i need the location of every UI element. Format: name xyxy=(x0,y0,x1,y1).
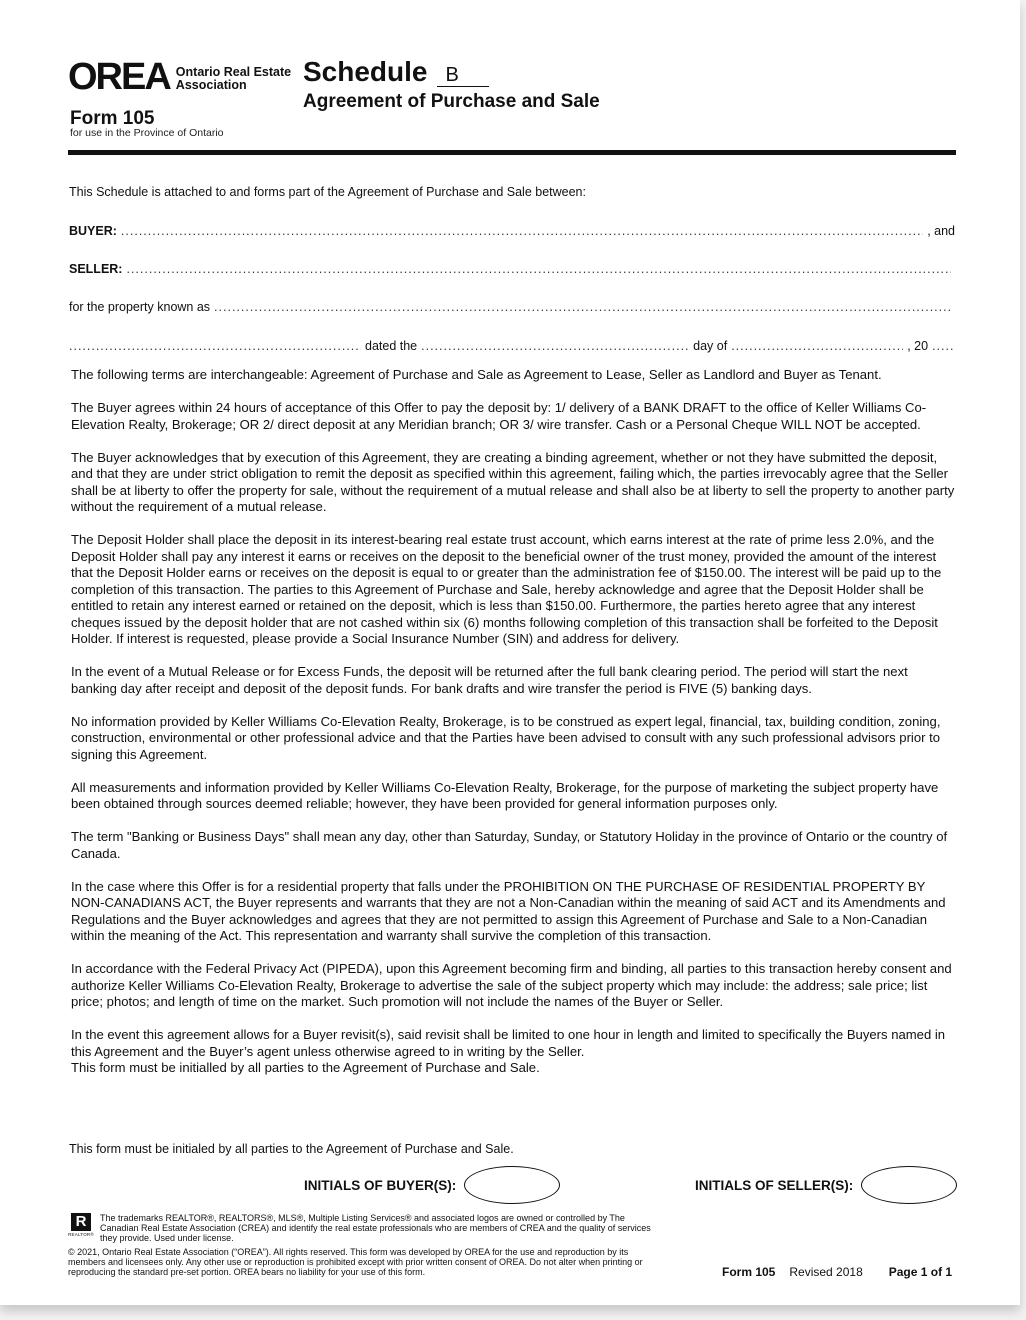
term-paragraph: The Buyer acknowledges that by execution of this Agreement, they are creating a binding agreement, whether or not they have submitted the deposit, and that they are under strict obligation to remit the deposit as specified within this agreement, failing which, the parties irrevocably agree that the Seller shall be at liberty to offer the property for sale, without the requirement of a mutual release and shall also be at liberty to sell the property to another party without the requirement of a mutual release. xyxy=(71,449,955,514)
form-number: Form 105 xyxy=(70,108,155,129)
term-paragraph: In the case where this Offer is for a residential property that falls under the PROHIBITION ON THE PURCHASE OF RESIDENTIAL PROPERTY BY NON-CANADIANS ACT, the Buyer represents and warrants that they are not a Non-Canadian within the meaning of said ACT and its Amendments and Regulations and the Buyer acknowledges and agrees that they are not permitted to assign this Agreement of Purchase and Sale to a Non-Canadian within the meaning of the Act. This representation and warranty shall survive the completion of this transaction. xyxy=(71,878,946,943)
term-paragraph: In the event of a Mutual Release or for Excess Funds, the deposit will be returned after the full bank clearing period. The period will start the next banking day after receipt and deposit of the deposit funds. For bank drafts and wire transfer the period is FIVE (5) banking days. xyxy=(71,664,908,696)
trademark-notice: The trademarks REALTOR®, REALTORS®, MLS®, Multiple Listing Services® and associated logos are owned or controlled by The Canadian Real Estate Association (CREA) and identify the real estate professionals who are members of CREA and the quality of services they provide. Used under license. xyxy=(100,1213,651,1243)
footer-revised: Revised 2018 xyxy=(789,1265,863,1279)
realtor-r-icon: R xyxy=(71,1213,91,1231)
property-label: for the property known as xyxy=(69,300,211,314)
term-paragraph: All measurements and information provided by Keller Williams Co-Elevation Realty, Brokerage, for the purpose of marketing the subject property have been obtained through sources deemed reliable; however, they have been provided for general information purposes only. xyxy=(71,779,939,811)
property-field-continued[interactable] xyxy=(69,339,361,353)
buyer-suffix: , and xyxy=(927,224,955,238)
date-row xyxy=(69,339,955,353)
buyer-row xyxy=(69,224,955,238)
orea-association-name: Ontario Real Estate Association xyxy=(175,65,292,92)
term-paragraph: In accordance with the Federal Privacy Act (PIPEDA), upon this Agreement becoming firm and binding, all parties to this transaction hereby consent and authorize Keller Williams Co-Elevation Realty, Brokerage to advertise the sale of the subject property which may include: the address; sale price; list price; photos; and length of time on the market. Such promotion will not include the names of the Buyer or Seller. xyxy=(71,961,952,1009)
term-paragraph: The following terms are interchangeable: Agreement of Purchase and Sale as Agreement to Lease, Seller as Landlord and Buyer as Tenant. xyxy=(71,367,882,382)
seller-initials xyxy=(695,1166,957,1204)
buyer-initials-field[interactable] xyxy=(464,1166,560,1204)
term-paragraph: The Deposit Holder shall place the deposit in its interest-bearing real estate trust account, which earns interest at the rate of prime less 2.0%, and the Deposit Holder shall pay any interest it earns or receives on the deposit to the beneficial owner of the trust money, provided the amount of the interest that the Deposit Holder earns or receives on the deposit is equal to or greater than the administration fee of $150.00. The interest will be paid up to the completion of this transaction. The parties to this Agreement of Purchase and Sale, hereby acknowledge and agree that the Deposit Holder shall be entitled to retain any interest earned or retained on the deposit, which is less than $150.00. Furthermore, the parties hereto agree that any interest cheques issued by the deposit holder that are not cashed within six (6) months following completion of this transaction shall be forfeited to the Deposit Holder. If interest is requested, please provide a Social Insurance Number (SIN) and address for delivery. xyxy=(71,532,942,646)
term-paragraph: In the event this agreement allows for a Buyer revisit(s), said revisit shall be limited to one hour in length and limited to specifically the Buyers named in this Agreement and the Buyer’s agent unless otherwise agreed to in writing by the Seller. This form must be initialled by all parties to the Agreement of Purchase and Sale. xyxy=(71,1027,946,1075)
form-subtitle: Agreement of Purchase and Sale xyxy=(303,91,600,112)
seller-label: SELLER: xyxy=(69,262,123,276)
province-note: for use in the Province of Ontario xyxy=(70,127,224,139)
form-footer xyxy=(722,1265,952,1279)
initial-note: This form must be initialed by all parties to the Agreement of Purchase and Sale. xyxy=(69,1142,514,1156)
property-field[interactable] xyxy=(214,300,951,314)
year-prefix: , 20 xyxy=(907,339,929,353)
buyer-field[interactable] xyxy=(121,224,923,238)
buyer-label: BUYER: xyxy=(69,224,117,238)
term-paragraph: The Buyer agrees within 24 hours of acceptance of this Offer to pay the deposit by: 1/ delivery of a BANK DRAFT to the office of Keller Williams Co-Elevation Realty, Brokerage; OR 2/ direct deposit at any Meridian branch; OR 3/ wire transfer. Cash or a Personal Cheque WILL NOT be accepted. xyxy=(71,400,927,432)
schedule-letter-field[interactable]: B xyxy=(437,64,489,87)
seller-row xyxy=(69,262,955,276)
dated-the-label: dated the xyxy=(365,339,418,353)
realtor-logo xyxy=(68,1213,94,1239)
term-paragraph: No information provided by Keller Williams Co-Elevation Realty, Brokerage, is to be construed as expert legal, financial, tax, building condition, zoning, construction, environmental or other professional advice and that the Parties have been advised to consult with any such professional advisors prior to signing this Agreement. xyxy=(71,713,941,762)
copyright-notice: © 2021, Ontario Real Estate Association (“OREA”). All rights reserved. This form was developed by OREA for the use and reproduction by its members and licensees only. Any other use or reproduction is prohibited except with prior written consent of OREA. Do not alter when printing or reproducing the standard pre-set portion. OREA bears no liability for your use of this form. xyxy=(68,1247,643,1277)
day-of-label: day of xyxy=(693,339,728,353)
buyer-initials xyxy=(304,1166,560,1204)
schedule-intro: This Schedule is attached to and forms part of the Agreement of Purchase and Sale between: xyxy=(69,185,586,199)
schedule-label: Schedule xyxy=(303,56,428,87)
schedule-terms xyxy=(71,367,955,1093)
seller-initials-field[interactable] xyxy=(861,1166,957,1204)
orea-logo xyxy=(68,56,292,98)
buyer-initials-label: INITIALS OF BUYER(S): xyxy=(304,1177,457,1193)
schedule-title xyxy=(303,56,489,88)
term-paragraph: The term "Banking or Business Days" shall mean any day, other than Saturday, Sunday, or Statutory Holiday in the province of Ontario or the country of Canada. xyxy=(71,829,948,861)
header-divider xyxy=(68,150,956,155)
seller-field[interactable] xyxy=(126,262,951,276)
property-row xyxy=(69,300,955,314)
footer-form-number: Form 105 xyxy=(722,1265,776,1279)
year-field[interactable] xyxy=(932,339,955,353)
realtor-wordmark: REALTOR® xyxy=(68,1232,94,1237)
orea-logo-mark: OREA xyxy=(68,56,170,98)
month-field[interactable] xyxy=(731,339,903,353)
seller-initials-label: INITIALS OF SELLER(S): xyxy=(695,1177,854,1193)
dated-day-field[interactable] xyxy=(421,339,689,353)
footer-page-number: Page 1 of 1 xyxy=(888,1265,953,1279)
